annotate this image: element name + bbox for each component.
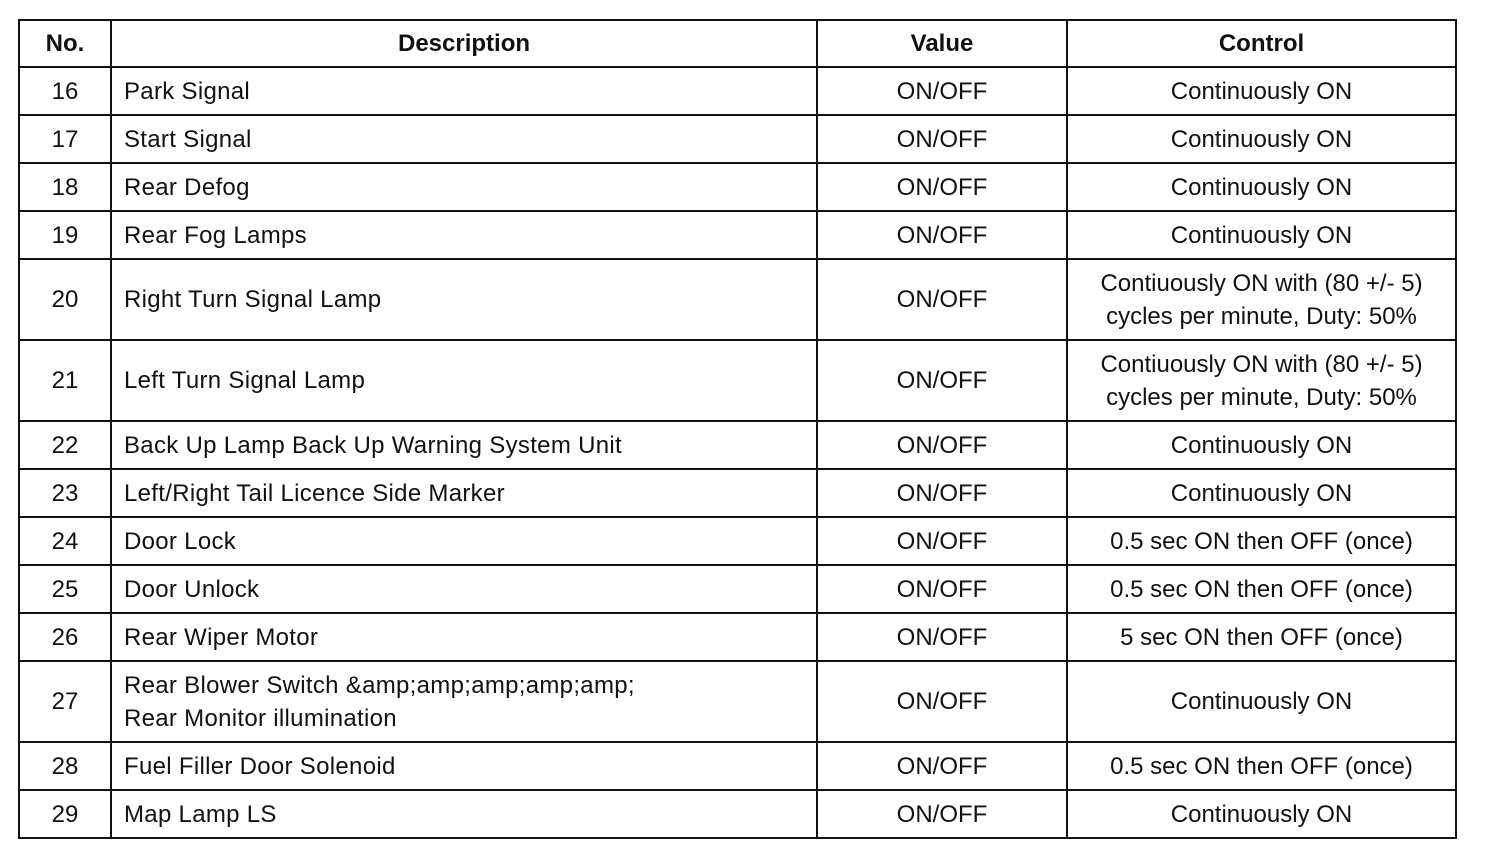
cell-value: ON/OFF	[817, 469, 1067, 517]
control-line: Continuously ON	[1170, 688, 1353, 715]
cell-control	[1067, 115, 1456, 163]
description-line: Park Signal	[124, 77, 251, 105]
cell-value: ON/OFF	[817, 340, 1067, 421]
cell-no: 20	[19, 259, 111, 340]
control-line: 5 sec ON then OFF (once)	[1120, 623, 1403, 651]
cell-description	[111, 67, 817, 115]
cell-value: ON/OFF	[817, 661, 1067, 742]
table-row	[19, 742, 1456, 790]
control-line: 0.5 sec ON then OFF (once)	[1110, 752, 1413, 780]
cell-control	[1067, 661, 1456, 742]
cell-control	[1067, 517, 1456, 565]
description-line: Left Turn Signal Lamp	[124, 367, 366, 394]
cell-value: ON/OFF	[817, 517, 1067, 565]
table-row	[19, 661, 1456, 742]
description-line: Door Unlock	[124, 575, 260, 603]
cell-control	[1067, 790, 1456, 838]
cell-no: 25	[19, 565, 111, 613]
table-row	[19, 340, 1456, 421]
table-row	[19, 211, 1456, 259]
header-no: No.	[19, 20, 111, 67]
cell-value: ON/OFF	[817, 67, 1067, 115]
cell-control	[1067, 565, 1456, 613]
cell-description	[111, 115, 817, 163]
table-row	[19, 67, 1456, 115]
cell-no: 23	[19, 469, 111, 517]
cell-no: 21	[19, 340, 111, 421]
cell-description	[111, 565, 817, 613]
table-body	[19, 67, 1456, 838]
control-line: Continuously ON	[1170, 431, 1353, 459]
cell-control	[1067, 469, 1456, 517]
cell-description	[111, 340, 817, 421]
cell-value: ON/OFF	[817, 790, 1067, 838]
control-line: 0.5 sec ON then OFF (once)	[1110, 527, 1413, 555]
description-line: Rear Defog	[124, 173, 250, 201]
control-line: cycles per minute, Duty: 50%	[1106, 383, 1417, 411]
cell-description	[111, 421, 817, 469]
cell-no: 27	[19, 661, 111, 742]
cell-description	[111, 742, 817, 790]
description-line: Rear Wiper Motor	[124, 623, 319, 651]
cell-no: 16	[19, 67, 111, 115]
spec-table	[18, 19, 1457, 839]
cell-value: ON/OFF	[817, 742, 1067, 790]
table-row	[19, 421, 1456, 469]
control-line: Continuously ON	[1170, 479, 1353, 507]
cell-control	[1067, 613, 1456, 661]
cell-description	[111, 259, 817, 340]
description-line: Fuel Filler Door Solenoid	[124, 752, 396, 780]
description-line: Rear Blower Switch &amp;amp;amp;amp;amp;	[124, 671, 635, 699]
cell-no: 26	[19, 613, 111, 661]
cell-no: 28	[19, 742, 111, 790]
control-line: 0.5 sec ON then OFF (once)	[1110, 575, 1413, 603]
control-line: Continuously ON	[1170, 800, 1353, 828]
control-line: Continuously ON	[1170, 125, 1353, 153]
control-line: cycles per minute, Duty: 50%	[1106, 302, 1417, 330]
cell-control	[1067, 742, 1456, 790]
table-row	[19, 163, 1456, 211]
cell-no: 29	[19, 790, 111, 838]
cell-control	[1067, 421, 1456, 469]
table-row	[19, 517, 1456, 565]
table-row	[19, 790, 1456, 838]
table-row	[19, 565, 1456, 613]
table-row	[19, 259, 1456, 340]
cell-description	[111, 613, 817, 661]
cell-value: ON/OFF	[817, 211, 1067, 259]
cell-value: ON/OFF	[817, 259, 1067, 340]
header-control: Control	[1067, 20, 1456, 67]
cell-no: 24	[19, 517, 111, 565]
header-description: Description	[111, 20, 817, 67]
description-line: Start Signal	[124, 125, 252, 153]
cell-description	[111, 163, 817, 211]
cell-description	[111, 661, 817, 742]
description-line: Rear Monitor illumination	[124, 704, 397, 732]
cell-control	[1067, 259, 1456, 340]
header-value: Value	[817, 20, 1067, 67]
description-line: Rear Fog Lamps	[124, 221, 307, 249]
cell-control	[1067, 163, 1456, 211]
control-line: Contiuously ON with (80 +/- 5)	[1100, 269, 1423, 297]
cell-control	[1067, 67, 1456, 115]
cell-description	[111, 517, 817, 565]
table-header-row	[19, 20, 1456, 67]
cell-no: 17	[19, 115, 111, 163]
description-line: Right Turn Signal Lamp	[124, 286, 382, 313]
table-row	[19, 469, 1456, 517]
table-row	[19, 115, 1456, 163]
cell-no: 22	[19, 421, 111, 469]
cell-value: ON/OFF	[817, 613, 1067, 661]
control-line: Continuously ON	[1170, 77, 1353, 105]
description-line: Map Lamp LS	[124, 800, 277, 828]
description-line: Door Lock	[124, 527, 237, 555]
description-line: Left/Right Tail Licence Side Marker	[124, 479, 505, 507]
control-line: Continuously ON	[1170, 221, 1353, 249]
control-line: Continuously ON	[1170, 173, 1353, 201]
cell-control	[1067, 340, 1456, 421]
cell-value: ON/OFF	[817, 115, 1067, 163]
cell-no: 19	[19, 211, 111, 259]
table-row	[19, 613, 1456, 661]
cell-no: 18	[19, 163, 111, 211]
cell-description	[111, 790, 817, 838]
cell-value: ON/OFF	[817, 421, 1067, 469]
description-line: Back Up Lamp Back Up Warning System Unit	[124, 431, 622, 459]
cell-control	[1067, 211, 1456, 259]
cell-value: ON/OFF	[817, 565, 1067, 613]
cell-description	[111, 211, 817, 259]
control-line: Contiuously ON with (80 +/- 5)	[1100, 350, 1423, 378]
cell-value: ON/OFF	[817, 163, 1067, 211]
cell-description	[111, 469, 817, 517]
